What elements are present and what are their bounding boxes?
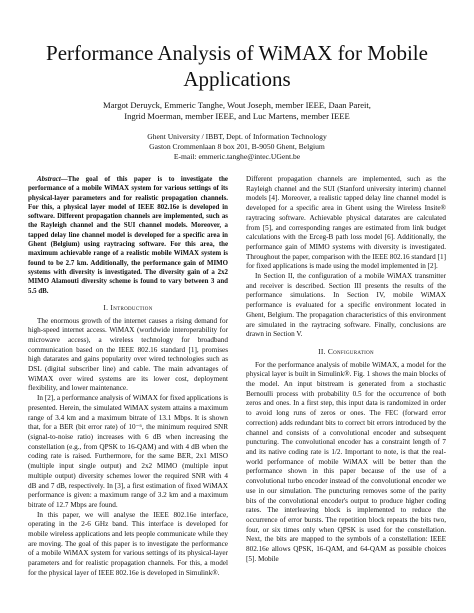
paper-title: Performance Analysis of WiMAX for Mobile Applications xyxy=(46,41,428,91)
right-column xyxy=(246,175,446,564)
intro-paragraph-3: In this paper, we will analyse the IEEE 802.16e interface, operating in the 2-6 GHz band. This interface is developed for mobile wireless applications and lets people communicate while they are moving. The goal of this paper is to investigate the performance of a mobile WiMAX system for various settings of its physical-layer parameters and for realistic propagation channels. For this, a model for the physical layer of IEEE 802.16e is developed in Simulink®. xyxy=(28,510,228,577)
intro-paragraph-1: The enormous growth of the internet causes a rising demand for high-speed internet access. WiMAX (worldwide interoperability for microwave access), a wireless technology for broadband communication based on the IEEE 802.16 standard [1], promises high datarates and gains popularity over wired technologies such as DSL (digital subscriber line) and cable. The main advantages of WiMAX over wired systems are its lower cost, deployment flexibility, and lower maintenance. xyxy=(28,316,228,393)
abstract-label: Abstract xyxy=(37,176,61,183)
author-list xyxy=(30,100,444,122)
authors-line-2: Ingrid Moerman, member IEEE, and Luc Martens, member IEEE xyxy=(124,111,350,121)
intro-paragraph-4: Different propagation channels are implemented, such as the Rayleigh channel and the SUI (Stanford university interim) channel models [4]. Moreover, a realistic tapped delay line channel model is developed for a specific area in Ghent using the Wireless Insite® raytracing software. Achievable physical datarates are calculated from [5], and corresponding ranges are estimated from link budget calculations with the Erceg-B path loss model [6]. Additionally, the performance gain of MIMO systems with diversity is investigated. Throughout the paper, comparison with the IEEE 802.16 standard [1] for fixed applications is made using the model implemented in [2]. xyxy=(246,175,446,271)
intro-paragraph-2: In [2], a performance analysis of WiMAX for fixed applications is presented. Herein, the simulated WiMAX system attains a maximum range of 3.4 km and a maximum bitrate of 13.1 Mbps. It is shown that, for a BER (bit error rate) of 10⁻⁶, the minimum required SNR (signal-to-noise ratio) increases with 6 dB when increasing the constellation (e.g., from QPSK to 16-QAM) and with 4 dB when the coding rate is raised. Furthermore, for the same BER, 2x1 MISO (multiple input single output) and 2x2 MIMO (multiple input multiple output) diversity schemes lower the required SNR with 4 dB and 7 dB, respectively. In [3], a first estimation of fixed WiMAX performance is given: a maximum range of 3.2 km and a maximum bitrate of 12.7 Mbps are found. xyxy=(28,394,228,509)
config-paragraph-1: For the performance analysis of mobile WiMAX, a model for the physical layer is built in Simulink®. Fig. 1 shows the main blocks of the model. An input bitstream is generated from a stochastic Bernoulli process with probability 0.5 for the occurrence of both zeros and ones. In a first step, this input data is randomized in order to avoid long runs of zeros or ones. The FEC (forward error correction) adds redundant bits to correct bit errors introduced by the channel and consists of a convolutional encoder and subsequent puncturing. The convolutional encoder has a constraint length of 7 and its native coding rate is 1/2. Important to note, is that the real-world performance of mobile WiMAX will be better than the performance shown in this paper because of the use of a convolutional turbo encoder instead of the convolutional encoder we use in our simulation. The puncturing removes some of the parity bits of the convolutional encoder's output to produce higher coding rates. The interleaving block is implemented to reduce the occurrence of error bursts. The repetition block repeats the bits two, four, or six times only when QPSK is used for the constellation. Next, the bits are mapped to the symbols of a constellation: IEEE 802.16e allows QPSK, 16-QAM, and 64-QAM as possible choices [5]. Mobile xyxy=(246,360,446,563)
left-column xyxy=(28,175,228,579)
intro-paragraph-5: In Section II, the configuration of a mobile WiMAX transmitter and receiver is described. Section III presents the results of the performance simulations. In Section IV, mobile WiMAX performance is evaluated for a specific environment located in Ghent, Belgium. The propagation characteristics of this environment are simulated in the raytracing software. Finally, conclusions are drawn in Section V. xyxy=(246,272,446,339)
section-heading-introduction: I. Introduction xyxy=(103,302,153,312)
authors-line-1: Margot Deruyck, Emmeric Tanghe, Wout Joseph, member IEEE, Daan Pareit, xyxy=(103,100,371,110)
affiliation-line-1: Ghent University / IBBT, Dept. of Information Technology xyxy=(147,132,327,141)
abstract xyxy=(28,175,228,296)
abstract-text: —The goal of this paper is to investigate the performance of a mobile WiMAX system for various settings of its physical-layer parameters and for realistic propagation channels. For this, a physical layer model of IEEE 802.16e is developed in software. Different propagation channels are implemented, such as the Rayleigh channel and the SUI channel models. Moreover, a tapped delay line channel model is developed for a specific area in Ghent (Belgium) using raytracing software. For this area, the maximum achievable range of a realistic mobile WiMAX system is found to be 2.7 km. Additionally, the performance gain of MIMO systems with diversity is investigated. The diversity gain of a 2x2 MIMO Alamouti diversity scheme is found to vary between 3 and 5.5 dB. xyxy=(28,176,228,295)
affiliation-email: E-mail: emmeric.tanghe@intec.UGent.be xyxy=(173,152,301,161)
section-heading-configuration: II. Configuration xyxy=(318,346,374,356)
affiliation-line-2: Gaston Crommenlaan 8 box 201, B-9050 Ghent, Belgium xyxy=(149,142,325,151)
affiliation xyxy=(30,132,444,162)
